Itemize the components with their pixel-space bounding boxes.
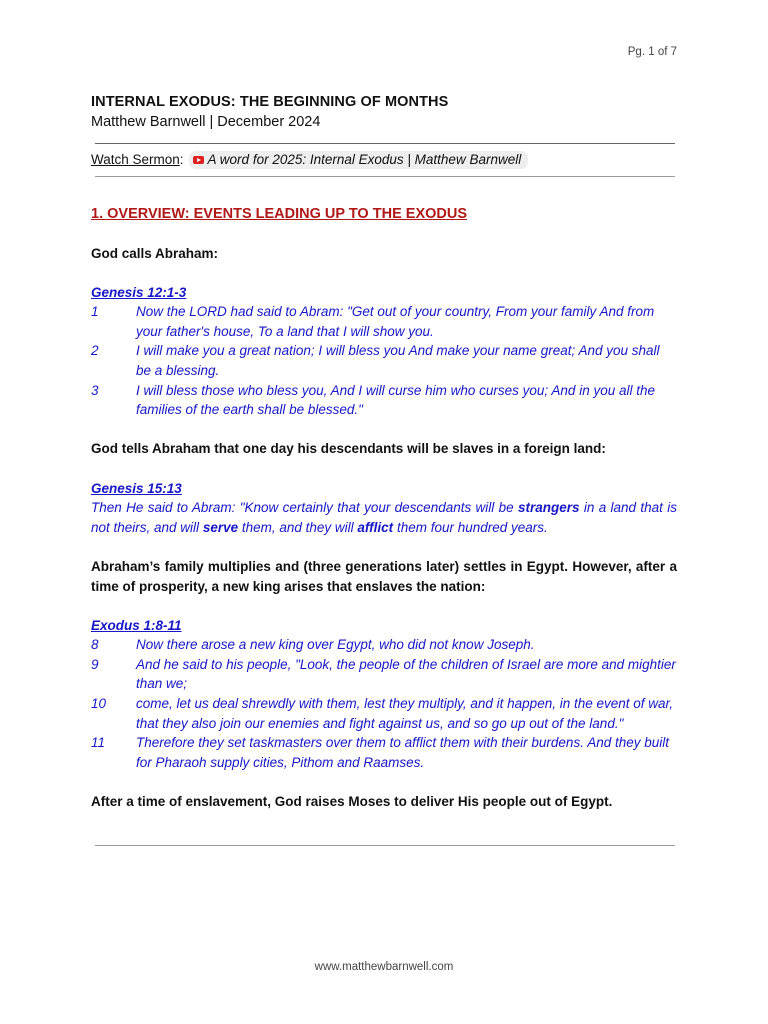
document-body	[91, 94, 677, 846]
conclusion-paragraph: After a time of enslavement, God raises Moses to deliver His people out of Egypt.	[91, 794, 613, 810]
verse-row	[91, 694, 677, 733]
watch-sermon-line	[91, 151, 677, 169]
sermon-link-text[interactable]: A word for 2025: Internal Exodus | Matthew Barnwell	[207, 152, 522, 167]
verse-text	[91, 498, 677, 537]
emphasis-word: serve	[202, 519, 239, 535]
verse-text: Now there arose a new king over Egypt, who did not know Joseph.	[136, 637, 535, 653]
verse-text: I will make you a great nation; I will bless you And make your name great; And you shall be a blessing.	[136, 343, 660, 378]
verse-text: I will bless those who bless you, And I will curse him who curses you; And in you all the families of the earth shall be blessed."	[136, 382, 655, 418]
verse-row	[91, 341, 677, 380]
divider	[95, 845, 675, 846]
verse-number: 9	[91, 656, 99, 672]
verse-row	[91, 381, 677, 420]
youtube-icon	[193, 156, 204, 164]
verse-number: 1	[91, 304, 99, 320]
sermon-link-chip[interactable]	[189, 151, 529, 169]
watch-sermon-label[interactable]: Watch Sermon	[91, 152, 180, 167]
verse-number: 2	[91, 343, 99, 359]
emphasis-word: afflict	[357, 519, 394, 535]
verse-text: And he said to his people, "Look, the people of the children of Israel are more and mightier than we;	[136, 656, 676, 692]
scripture-reference[interactable]: Genesis 12:1-3	[91, 284, 187, 300]
scripture-passage	[91, 283, 677, 420]
scripture-passage	[91, 479, 677, 538]
watch-sermon-separator: :	[179, 152, 184, 167]
scripture-passage	[91, 616, 677, 773]
verse-row	[91, 302, 677, 341]
verse-segment: in a land that is not theirs, and will	[91, 500, 677, 535]
verse-segment: Then He said to Abram: "Know certainly that your descendants will be	[91, 500, 518, 516]
verse-row	[91, 655, 677, 694]
verse-number: 8	[91, 637, 99, 653]
verse-row	[91, 635, 677, 655]
scripture-reference[interactable]: Exodus 1:8-11	[91, 617, 182, 633]
emphasis-word: strangers	[517, 500, 580, 516]
scripture-reference[interactable]: Genesis 15:13	[91, 480, 182, 496]
verse-segment: them four hundred years.	[393, 519, 548, 535]
divider	[95, 143, 675, 144]
verse-text: Therefore they set taskmasters over them to afflict them with their burdens. And they built for Pharaoh supply cities, Pithom and Raamses.	[136, 735, 669, 770]
page-number: Pg. 1 of 7	[627, 46, 677, 58]
document-subtitle: Matthew Barnwell | December 2024	[91, 114, 321, 130]
document-title: INTERNAL EXODUS: THE BEGINNING OF MONTHS	[91, 94, 449, 110]
intro-paragraph: Abraham’s family multiplies and (three generations later) settles in Egypt. However, after a time of prosperity, a new king arises that enslaves the nation:	[91, 558, 677, 594]
verse-segment: them, and they will	[238, 519, 358, 535]
verse-number: 11	[91, 735, 106, 751]
footer-website[interactable]: www.matthewbarnwell.com	[314, 961, 454, 973]
verse-row	[91, 733, 677, 772]
intro-paragraph: God calls Abraham:	[91, 246, 219, 261]
divider	[95, 176, 675, 177]
verse-number: 3	[91, 382, 99, 398]
intro-paragraph: God tells Abraham that one day his descendants will be slaves in a foreign land:	[91, 441, 606, 457]
verse-text: come, let us deal shrewdly with them, lest they multiply, and it happen, in the event of war, that they also join our enemies and fight against us, and so go up out of the land."	[136, 696, 674, 731]
verse-text: Now the LORD had said to Abram: "Get out of your country, From your family And from your father's house, To a land that I will show you.	[136, 304, 655, 339]
verse-number: 10	[91, 696, 107, 712]
section-heading: 1. OVERVIEW: EVENTS LEADING UP TO THE EXODUS	[91, 206, 468, 222]
